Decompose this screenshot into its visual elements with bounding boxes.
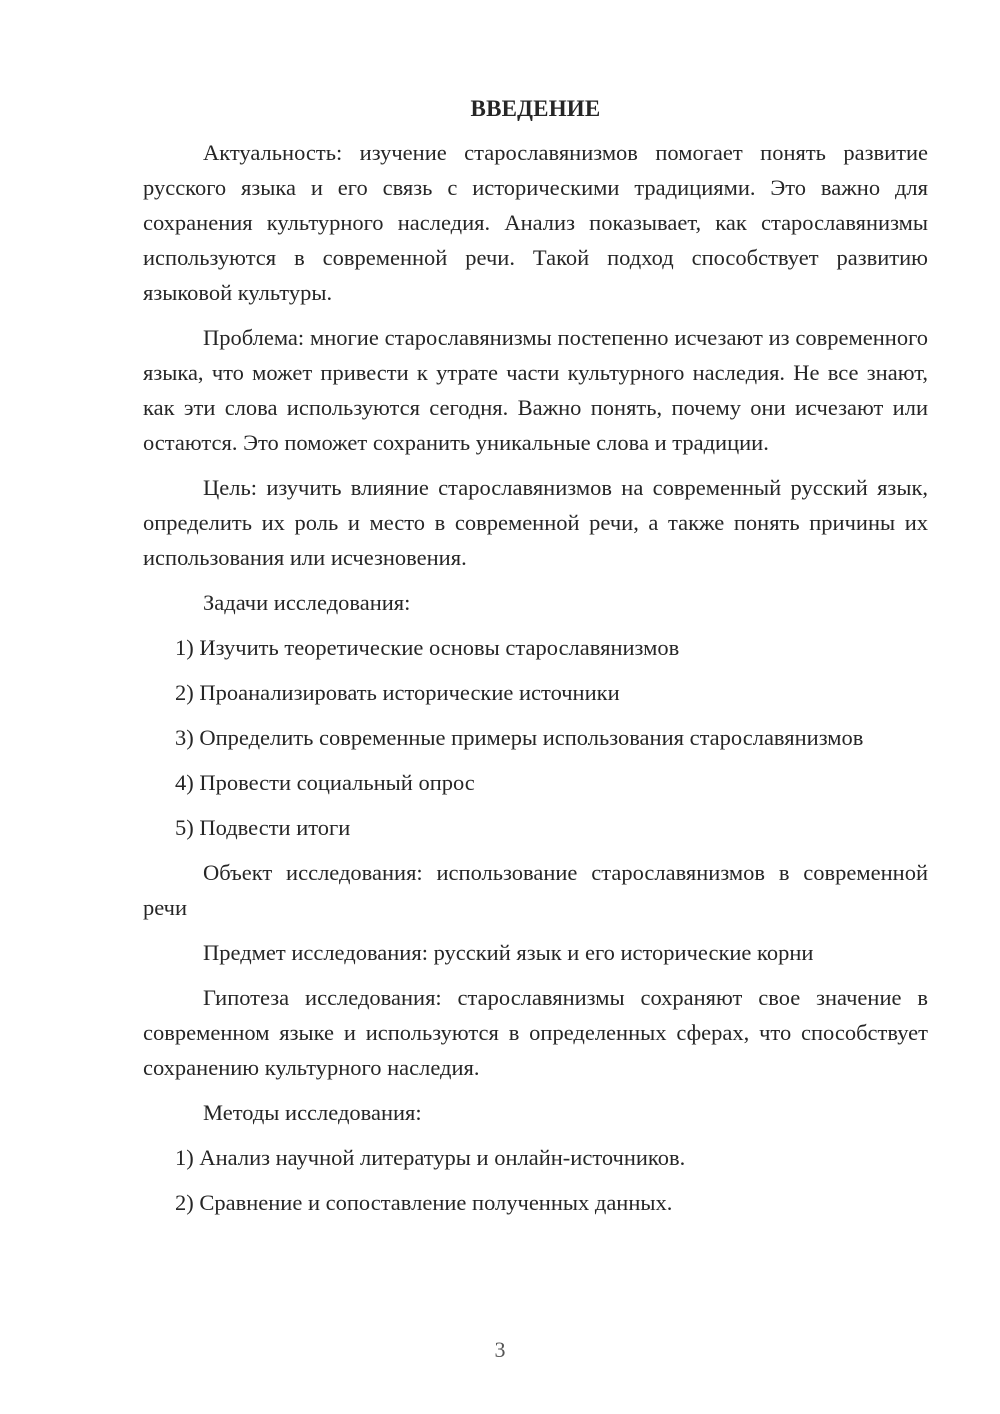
- tasks-title: Задачи исследования:: [203, 590, 411, 615]
- list-item: 4) Провести социальный опрос: [175, 770, 475, 795]
- object-paragraph: Объект исследования: использование старославянизмов в современной речи: [143, 860, 928, 920]
- methods-list: [143, 1140, 928, 1220]
- hypothesis-paragraph: Гипотеза исследования: старославянизмы сохраняют свое значение в современном языке и используются в определенных сферах, что способствует сохранению культурного наследия.: [143, 985, 928, 1080]
- list-item: 3) Определить современные примеры использования старославянизмов: [175, 725, 864, 750]
- methods-title: Методы исследования:: [203, 1100, 422, 1125]
- page-content: [143, 92, 928, 1230]
- page-title: ВВЕДЕНИЕ: [470, 96, 601, 121]
- actuality-paragraph: Актуальность: изучение старославянизмов помогает понять развитие русского языка и его связь с историческими традициями. Это важно для сохранения культурного наследия. Анализ показывает, как старославянизмы используются в современной речи. Такой подход способствует развитию языковой культуры.: [143, 140, 928, 305]
- list-item: 5) Подвести итоги: [175, 815, 351, 840]
- list-item: 2) Проанализировать исторические источники: [175, 680, 620, 705]
- page-number: 3: [494, 1337, 506, 1362]
- list-item: 1) Анализ научной литературы и онлайн-источников.: [175, 1145, 686, 1170]
- list-item: 2) Сравнение и сопоставление полученных данных.: [175, 1190, 673, 1215]
- list-item: 1) Изучить теоретические основы старославянизмов: [175, 635, 680, 660]
- goal-paragraph: Цель: изучить влияние старославянизмов на современный русский язык, определить их роль и место в современной речи, а также понять причины их использования или исчезновения.: [143, 475, 928, 570]
- problem-paragraph: Проблема: многие старославянизмы постепенно исчезают из современного языка, что может привести к утрате части культурного наследия. Не все знают, как эти слова используются сегодня. Важно понять, почему они исчезают или остаются. Это поможет сохранить уникальные слова и традиции.: [143, 325, 928, 455]
- tasks-list: [143, 630, 928, 845]
- subject-paragraph: Предмет исследования: русский язык и его исторические корни: [203, 940, 814, 965]
